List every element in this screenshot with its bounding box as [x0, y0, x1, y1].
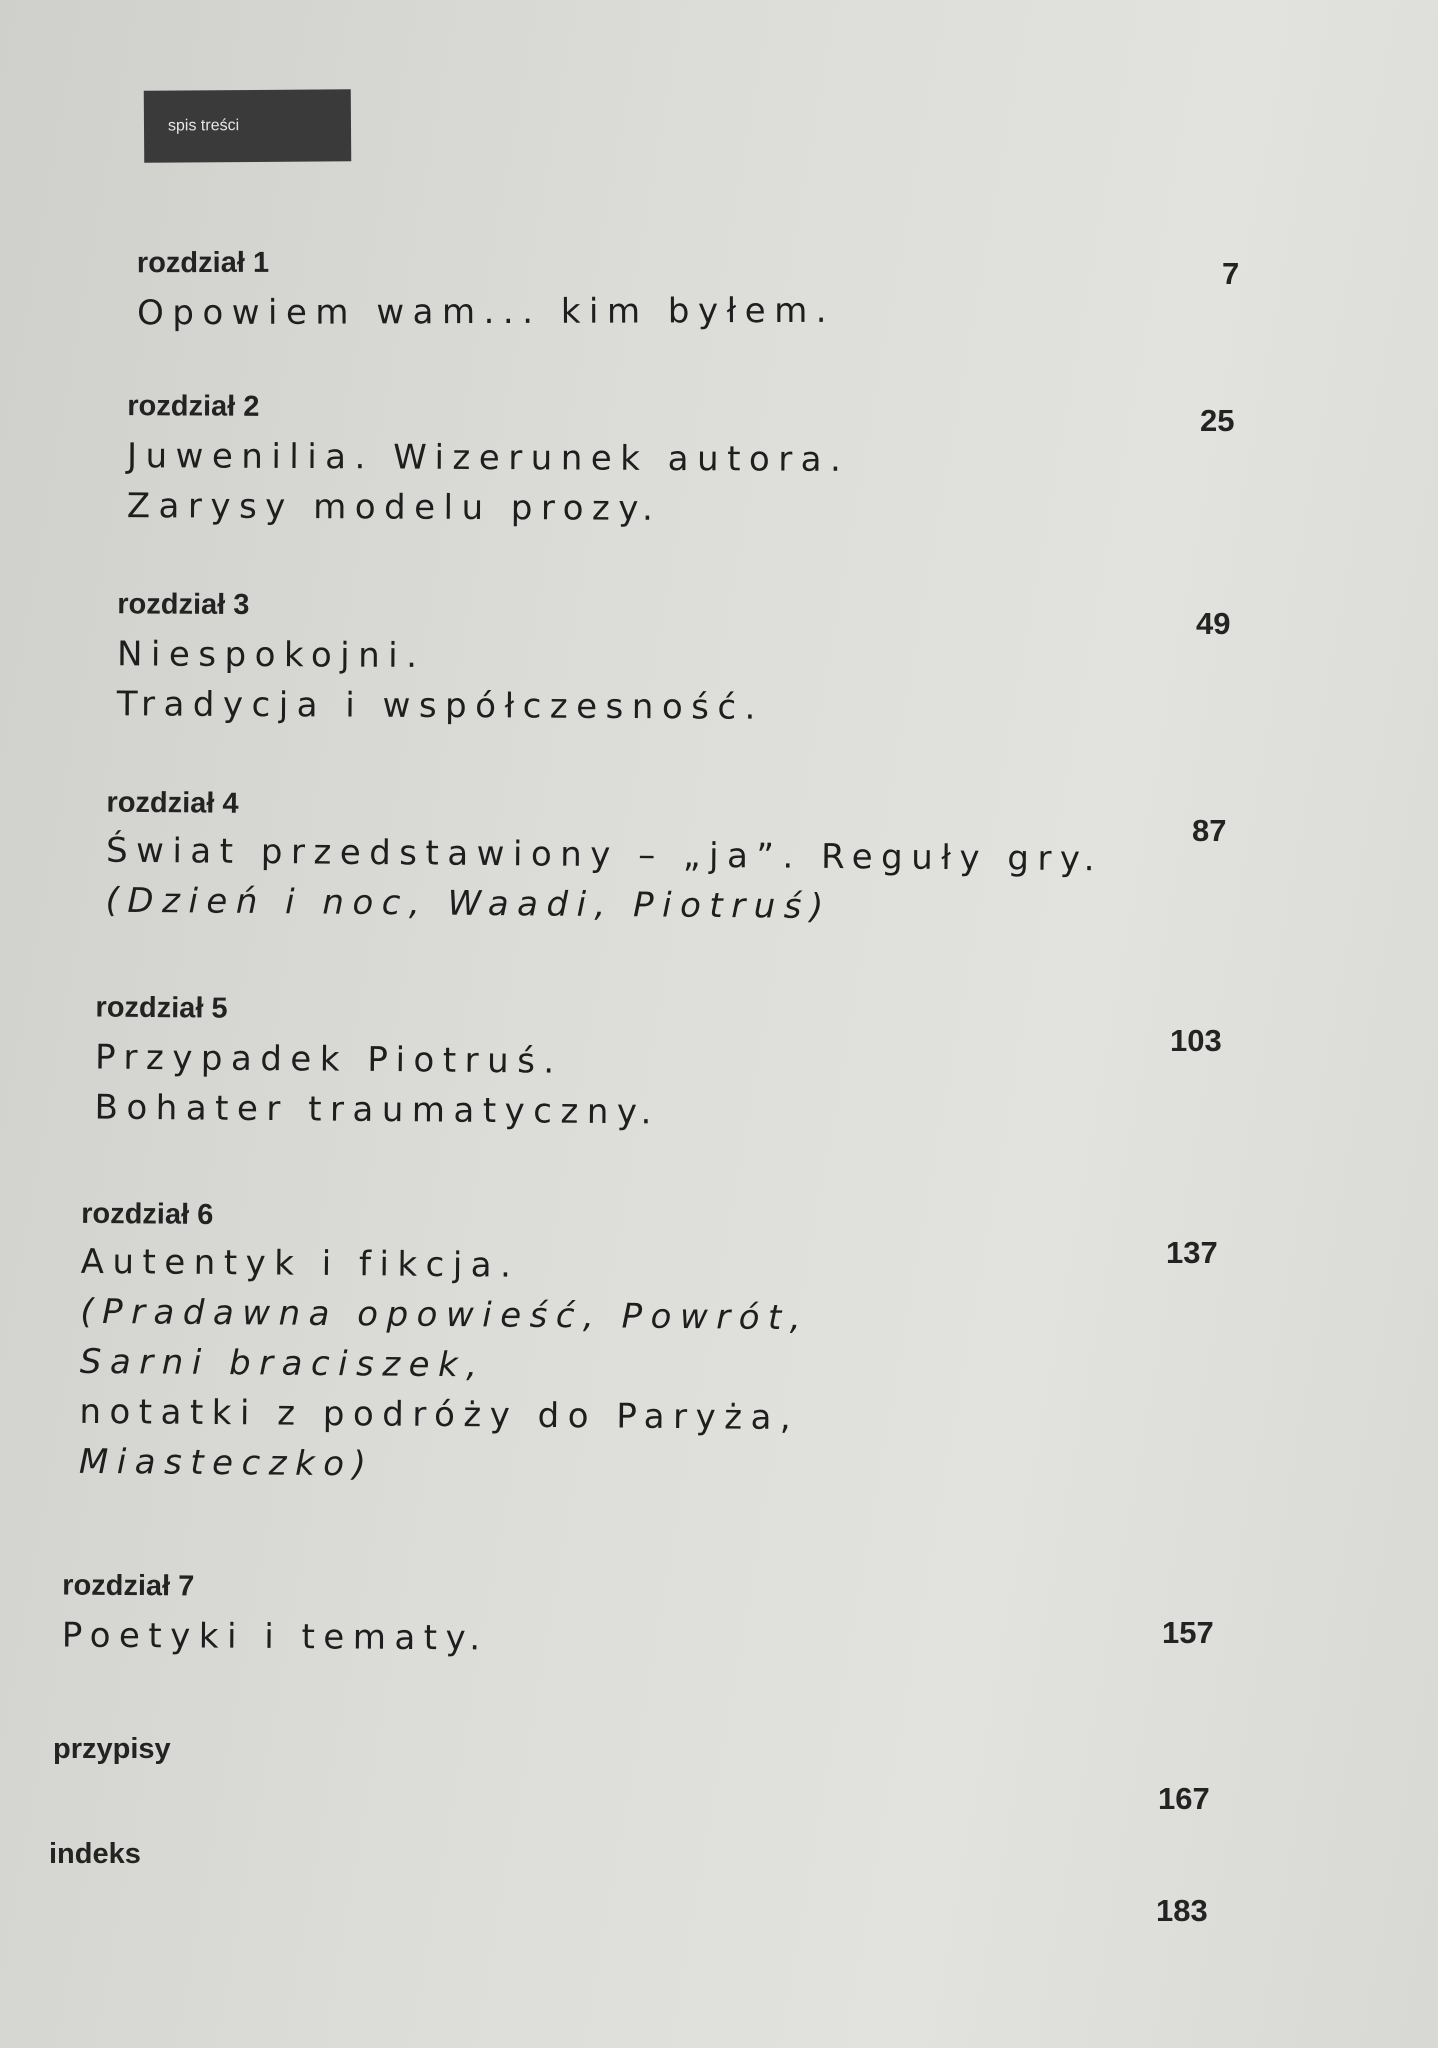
footnotes-label: przypisy: [53, 1733, 171, 1765]
chapter-label: rozdział 5: [95, 991, 228, 1025]
page-number: 25: [1200, 403, 1235, 438]
chapter-label: rozdział 4: [106, 786, 239, 820]
index-label: indeks: [49, 1838, 141, 1870]
chapter-title-line: (Pradawna opowieść, Powrót,: [80, 1291, 810, 1339]
chapter-title-line: Przypadek Piotruś.: [94, 1037, 563, 1082]
chapter-title-line: Bohater traumatyczny.: [94, 1087, 661, 1133]
page-number: 7: [1222, 256, 1240, 291]
chapter-title-line: Opowiem wam... kim byłem.: [137, 290, 836, 334]
toc-entry-footnotes[interactable]: [53, 1735, 171, 1764]
toc-entry-chapter-1[interactable]: [137, 247, 835, 338]
chapter-title-line: Świat przedstawiony – „ja”. Reguły gry.: [105, 830, 1104, 880]
toc-entry-chapter-7[interactable]: [61, 1569, 489, 1664]
chapter-title-line: Juwenilia. Wizerunek autora.: [126, 436, 850, 480]
page-number: 103: [1170, 1023, 1222, 1058]
chapter-title-line: Tradycja i współczesność.: [116, 684, 765, 728]
toc-entry-chapter-5[interactable]: [94, 991, 661, 1138]
page-number: 183: [1156, 1893, 1208, 1928]
toc-entry-index[interactable]: [49, 1840, 141, 1869]
toc-entry-chapter-3[interactable]: [117, 590, 765, 732]
chapter-label: rozdział 6: [81, 1197, 214, 1231]
chapter-title-line: (Dzień i noc, Waadi, Piotruś): [105, 880, 832, 927]
page-number: 157: [1162, 1615, 1214, 1650]
toc-entry-chapter-2[interactable]: [127, 392, 850, 535]
page-number: 137: [1166, 1235, 1218, 1270]
chapter-title-line: Niespokojni.: [116, 634, 426, 676]
chapter-label: rozdział 3: [117, 588, 250, 621]
chapter-title-line: Sarni braciszek,: [79, 1341, 486, 1386]
toc-header-box: [144, 89, 351, 162]
toc-header-label: spis treści: [167, 117, 240, 135]
chapter-title-line: Zarysy modelu prozy.: [126, 486, 662, 529]
chapter-title-line: Miasteczko): [78, 1441, 375, 1485]
toc-entry-chapter-6[interactable]: [78, 1197, 810, 1493]
chapter-title-line: Autentyk i fikcja.: [80, 1241, 520, 1286]
chapter-title-line: notatki z podróży do Paryża,: [79, 1391, 800, 1439]
page-number: 167: [1158, 1781, 1210, 1816]
chapter-label: rozdział 7: [62, 1569, 195, 1603]
chapter-label: rozdział 1: [136, 246, 270, 280]
toc-entry-chapter-4[interactable]: [105, 786, 1104, 935]
chapter-label: rozdział 2: [127, 390, 260, 423]
chapter-title-line: Poetyki i tematy.: [61, 1615, 489, 1659]
page-number: 49: [1196, 606, 1231, 641]
page-number: 87: [1192, 813, 1227, 848]
